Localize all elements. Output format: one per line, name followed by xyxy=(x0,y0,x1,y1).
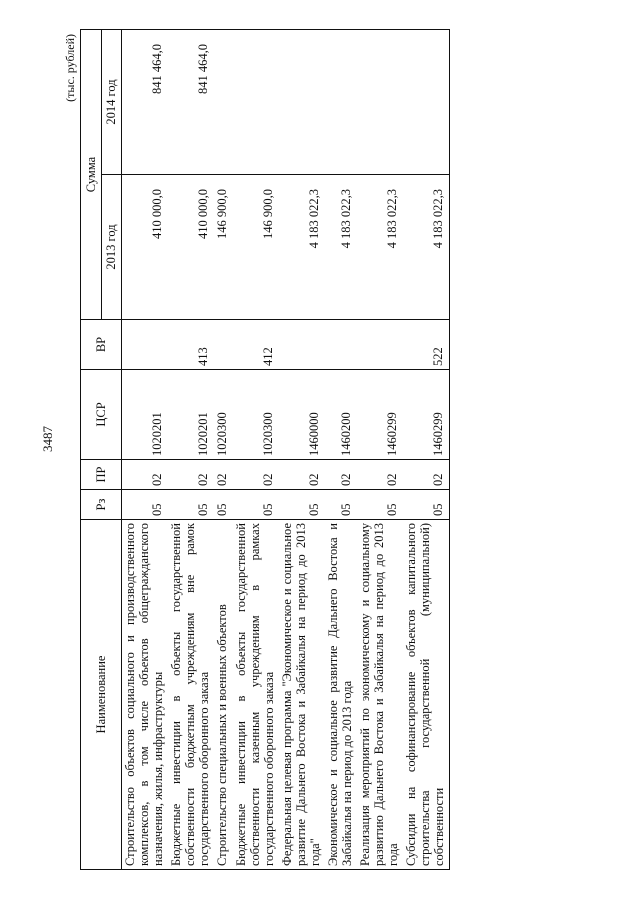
header-rz: Рз xyxy=(81,490,122,520)
row-pr: 02 xyxy=(233,460,279,490)
row-vr xyxy=(214,320,233,370)
row-2013: 4 183 022,3 xyxy=(279,175,325,320)
row-vr xyxy=(279,320,325,370)
row-rz: 05 xyxy=(357,490,403,520)
row-csr: 1460200 xyxy=(325,370,357,460)
row-csr: 1460299 xyxy=(403,370,450,460)
row-2014 xyxy=(357,30,403,175)
header-name: Наименование xyxy=(81,520,122,870)
row-2013: 410 000,0 xyxy=(168,175,214,320)
row-2014 xyxy=(233,30,279,175)
header-vr: ВР xyxy=(81,320,122,370)
row-vr: 522 xyxy=(403,320,450,370)
row-name: Реализация мероприятий по экономическому и социальному развитию Дальнего Востока и Забайкалья на период до 2013 года xyxy=(357,520,403,870)
table-row xyxy=(357,30,403,870)
row-csr: 1020201 xyxy=(168,370,214,460)
row-name: Строительство специальных и военных объектов xyxy=(214,520,233,870)
row-pr: 02 xyxy=(279,460,325,490)
row-rz: 05 xyxy=(325,490,357,520)
row-2013: 146 900,0 xyxy=(214,175,233,320)
table-row xyxy=(403,30,450,870)
budget-table-container xyxy=(60,30,590,870)
row-pr: 02 xyxy=(357,460,403,490)
row-name: Бюджетные инвестиции в объекты государственной собственности бюджетным учреждениям вне рамок государственного оборонного заказа xyxy=(168,520,214,870)
units-note: (тыс. рублей) xyxy=(63,34,77,102)
row-2014 xyxy=(214,30,233,175)
header-2013: 2013 год xyxy=(102,175,122,320)
header-csr: ЦСР xyxy=(81,370,122,460)
row-vr xyxy=(122,320,169,370)
row-name: Строительство объектов социального и производственного комплексов, в том числе объектов общегражданского назначения, жилья, инфраструктуры xyxy=(122,520,169,870)
row-name: Бюджетные инвестиции в объекты государственной собственности казенным учреждениям в рамках государственного оборонного заказа xyxy=(233,520,279,870)
row-2013: 4 183 022,3 xyxy=(403,175,450,320)
row-rz: 05 xyxy=(403,490,450,520)
budget-table xyxy=(80,29,450,870)
row-vr xyxy=(357,320,403,370)
page-number: 3487 xyxy=(40,426,55,452)
row-csr: 1020300 xyxy=(214,370,233,460)
row-pr: 02 xyxy=(168,460,214,490)
row-2013: 146 900,0 xyxy=(233,175,279,320)
row-pr: 02 xyxy=(325,460,357,490)
row-name: Субсидии на софинансирование объектов капитального строительства государственной (муниципальной) собственности xyxy=(403,520,450,870)
row-2013: 410 000,0 xyxy=(122,175,169,320)
row-vr: 413 xyxy=(168,320,214,370)
row-2014 xyxy=(325,30,357,175)
row-name: Экономическое и социальное развитие Дальнего Востока и Забайкалья на период до 2013 года xyxy=(325,520,357,870)
row-rz: 05 xyxy=(122,490,169,520)
row-rz: 05 xyxy=(233,490,279,520)
header-row xyxy=(81,30,102,870)
row-2014: 841 464,0 xyxy=(122,30,169,175)
row-name: Федеральная целевая программа "Экономическое и социальное развитие Дальнего Востока и Забайкалья на период до 2013 года" xyxy=(279,520,325,870)
table-row xyxy=(233,30,279,870)
table-row xyxy=(325,30,357,870)
table-row xyxy=(214,30,233,870)
row-2013: 4 183 022,3 xyxy=(325,175,357,320)
header-sum: Сумма xyxy=(81,30,102,320)
row-2014 xyxy=(279,30,325,175)
table-row xyxy=(122,30,169,870)
row-2013: 4 183 022,3 xyxy=(357,175,403,320)
header-2014: 2014 год xyxy=(102,30,122,175)
row-rz: 05 xyxy=(214,490,233,520)
header-pr: ПР xyxy=(81,460,122,490)
table-row xyxy=(168,30,214,870)
row-rz: 05 xyxy=(279,490,325,520)
row-pr: 02 xyxy=(403,460,450,490)
row-vr xyxy=(325,320,357,370)
row-csr: 1460299 xyxy=(357,370,403,460)
row-csr: 1020201 xyxy=(122,370,169,460)
row-pr: 02 xyxy=(214,460,233,490)
row-2014: 841 464,0 xyxy=(168,30,214,175)
row-pr: 02 xyxy=(122,460,169,490)
row-2014 xyxy=(403,30,450,175)
table-row xyxy=(279,30,325,870)
row-csr: 1460000 xyxy=(279,370,325,460)
row-csr: 1020300 xyxy=(233,370,279,460)
row-rz: 05 xyxy=(168,490,214,520)
row-vr: 412 xyxy=(233,320,279,370)
